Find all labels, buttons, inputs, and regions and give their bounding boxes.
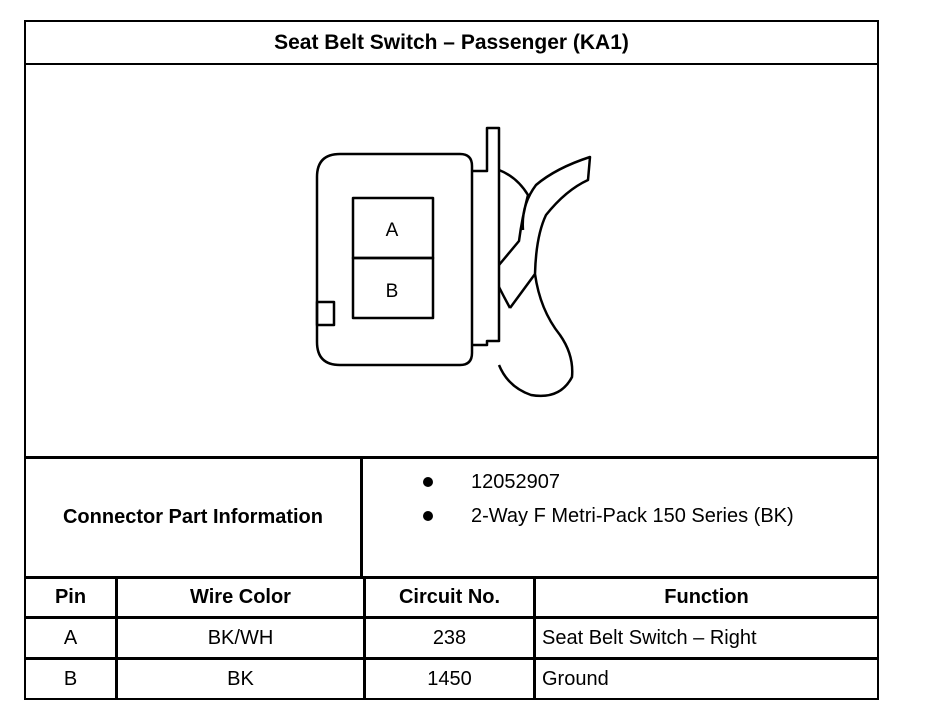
part-number: 12052907: [471, 470, 560, 493]
table-cell-wire-color: BK/WH: [207, 626, 274, 649]
connector-info-values: [363, 459, 877, 576]
table-cell-function: Ground: [542, 667, 609, 690]
connector-info-label: Connector Part Information: [26, 459, 363, 576]
bullet-icon: [423, 477, 433, 487]
connector-info-item: [363, 501, 877, 531]
connector-housing: [317, 154, 472, 365]
cavity-label-b: B: [385, 281, 399, 302]
table-cell-pin: B: [63, 667, 78, 690]
connector-end-view-sheet: [24, 20, 879, 700]
column-header-pin: Pin: [54, 586, 87, 608]
table-cell-pin: A: [63, 626, 78, 649]
connector-description: 2-Way F Metri-Pack 150 Series (BK): [471, 504, 794, 527]
table-cell-circuit: 238: [432, 626, 467, 649]
table-cell-function: Seat Belt Switch – Right: [542, 626, 757, 649]
table-cell-circuit: 1450: [427, 667, 472, 690]
page-title: Seat Belt Switch – Passenger (KA1): [26, 22, 877, 65]
column-header-function: Function: [664, 586, 749, 608]
housing-flange: [472, 128, 499, 345]
mounting-clip: [499, 157, 590, 396]
housing-latch-tab: [317, 302, 334, 325]
bullet-icon: [423, 511, 433, 521]
column-header-wire-color: Wire Color: [190, 586, 291, 608]
connector-drawing: [26, 65, 877, 456]
connector-info-item: [363, 467, 877, 497]
cavity-label-a: A: [385, 220, 399, 241]
table-cell-wire-color: BK: [227, 667, 254, 690]
connector-diagram: [26, 65, 877, 459]
column-header-circuit: Circuit No.: [398, 586, 501, 608]
